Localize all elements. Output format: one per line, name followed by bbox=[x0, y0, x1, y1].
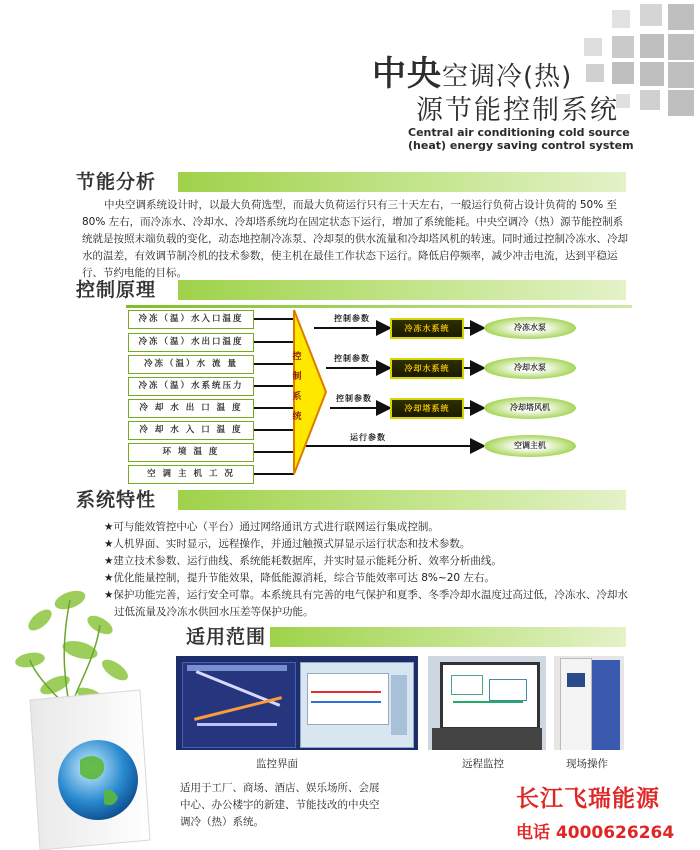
target-ellipse: 冷却塔风机 bbox=[484, 397, 576, 419]
caption-monitoring-screen: 监控界面 bbox=[256, 758, 298, 770]
controller-box: 冷却水系统 bbox=[390, 358, 464, 379]
input-box: 冷 却 水 入 口 温 度 bbox=[128, 421, 254, 440]
section-header-scope: 适用范围 bbox=[176, 625, 626, 649]
control-char: 统 bbox=[292, 412, 302, 422]
feature-item: ★人机界面、实时显示，远程操作，并通过触摸式屏显示运行状态和技术参数。 bbox=[104, 538, 471, 550]
page-title-line1: 中央空调冷(热) bbox=[372, 54, 573, 94]
input-box: 环 境 温 度 bbox=[128, 443, 254, 462]
arrow-label: 控制参数 bbox=[334, 314, 370, 323]
section-header-principle: 控制原理 bbox=[66, 278, 626, 302]
feature-item: ★优化能量控制，提升节能效果，降低能源消耗，综合节能效率可达 8%~20 左右。 bbox=[104, 572, 495, 584]
target-ellipse: 冷冻水泵 bbox=[484, 317, 576, 339]
caption-onsite-operation: 现场操作 bbox=[566, 758, 608, 770]
section-header-features: 系统特性 bbox=[66, 488, 626, 512]
plant-globe-illustration bbox=[0, 580, 180, 850]
target-ellipse: 冷却水泵 bbox=[484, 357, 576, 379]
controller-box: 冷冻水系统 bbox=[390, 318, 464, 339]
feature-item: ★可与能效管控中心（平台）通过网络通讯方式进行联网运行集成控制。 bbox=[104, 521, 439, 533]
monitoring-screen-photo bbox=[176, 656, 418, 750]
input-box: 冷冻（温）水入口温度 bbox=[128, 310, 254, 329]
section-header-analysis: 节能分析 bbox=[66, 170, 626, 194]
input-box: 冷冻（温）水出口温度 bbox=[128, 333, 254, 352]
remote-monitoring-photo bbox=[428, 656, 546, 750]
arrow-label: 控制参数 bbox=[334, 354, 370, 363]
feature-list bbox=[104, 519, 636, 621]
caption-remote-monitoring: 远程监控 bbox=[462, 758, 504, 770]
control-char: 控 bbox=[292, 352, 302, 362]
brand-name: 长江飞瑞能源 bbox=[516, 786, 660, 812]
scope-description: 适用于工厂、商场、酒店、娱乐场所、会展中心、办公楼宇的新建、节能技改的中央空调冷（热）系统。 bbox=[180, 782, 380, 828]
feature-item: ★建立技术参数、运行曲线、系统能耗数据库，并实时显示能耗分析、效率分析曲线。 bbox=[104, 555, 502, 567]
page-title-line2: 源节能控制系统 bbox=[416, 95, 619, 126]
control-char: 系 bbox=[292, 392, 302, 402]
input-box: 冷 却 水 出 口 温 度 bbox=[128, 399, 254, 418]
input-box: 空 调 主 机 工 况 bbox=[128, 465, 254, 484]
onsite-operation-photo bbox=[554, 656, 624, 750]
arrow-label: 控制参数 bbox=[336, 394, 372, 403]
input-box: 冷冻（温）水 流 量 bbox=[128, 355, 254, 374]
diagram-arrows bbox=[306, 318, 496, 458]
feature-item: ★保护功能完善，运行安全可靠。本系统具有完善的电气保护和夏季、冬季冷却水温度过高过低，冷冻水、冷却水过低流量及冷冻水供回水压差等保护功能。 bbox=[104, 589, 628, 618]
controller-box: 冷却塔系统 bbox=[390, 398, 464, 419]
english-title: Central air conditioning cold source (heat) energy saving control system bbox=[408, 126, 634, 152]
input-box: 冷冻（温）水系统压力 bbox=[128, 377, 254, 396]
target-ellipse: 空调主机 bbox=[484, 435, 576, 457]
brand-phone: 电话 4000626264 bbox=[516, 823, 675, 843]
control-char: 制 bbox=[292, 372, 302, 382]
analysis-paragraph: 中央空调系统设计时，以最大负荷选型，而最大负荷运行只有三十天左右，一般运行负荷占设计负荷的 50% 至 80% 左右，而冷冻水、冷却水、冷却塔系统均在固定状态下运行，增加了系统能耗。中央空调冷（热）源节能控制系统就是按照末端负载的变化，动态地控制冷冻泵、冷却泵的供水流量和冷却塔风机的转速。同时通过控制冷冻水、冷却水的温差，有效调节制冷机的技术参数，使主机在最佳工作状态下运行。降低启停频率，减少冲击电流，达到平稳运行、节约电能的目标。 bbox=[82, 199, 628, 279]
arrow-label: 运行参数 bbox=[350, 433, 386, 442]
